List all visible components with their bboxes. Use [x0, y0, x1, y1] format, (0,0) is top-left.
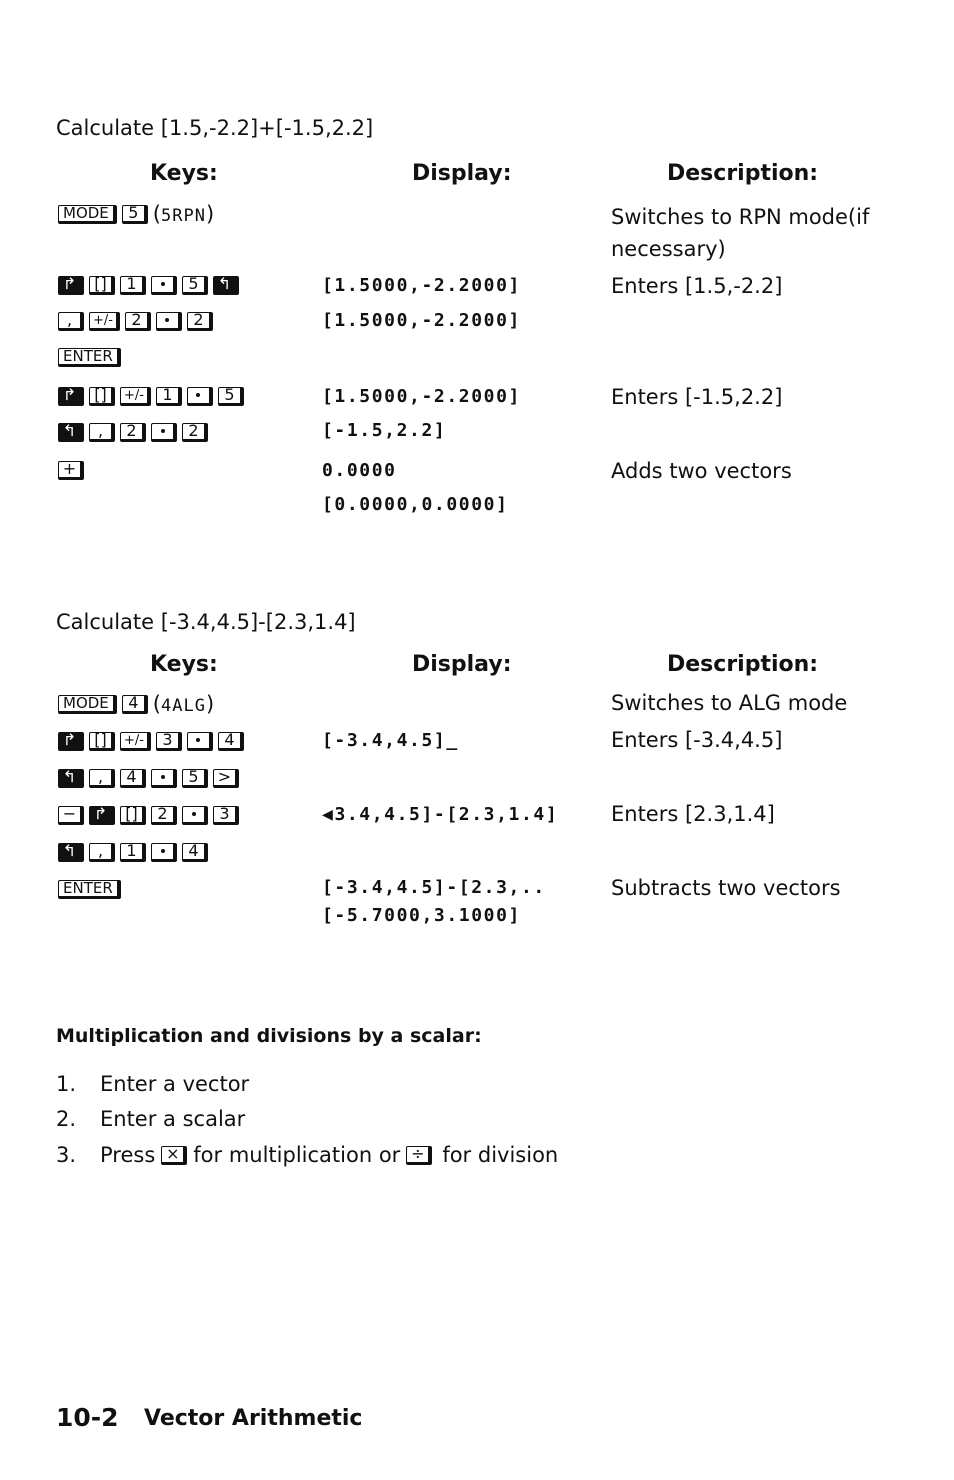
description-header: Description:: [667, 652, 819, 677]
key-sequence-row: [58, 420, 208, 444]
key-sequence-row: [58, 803, 239, 827]
decimal-point-key: [156, 312, 182, 331]
digit-key: 5: [182, 769, 208, 788]
keys-header: Keys:: [150, 652, 218, 677]
calculator-display: [1.5000,-2.2000]: [322, 310, 521, 331]
digit-key: 5: [218, 387, 244, 406]
comma-key: ,: [89, 769, 115, 788]
display-header: Display:: [412, 161, 512, 186]
chapter-title: Vector Arithmetic: [144, 1406, 363, 1431]
digit-key: 3: [213, 806, 239, 825]
mode-result: (5RPN): [152, 202, 215, 226]
calculator-display: ◀3.4,4.5]-[2.3,1.4]: [322, 804, 559, 825]
minus-key: −: [58, 806, 84, 825]
keys-header: Keys:: [150, 161, 218, 186]
comma-key: ,: [58, 312, 84, 331]
brackets-key: []: [89, 732, 115, 751]
digit-key: 2: [125, 312, 151, 331]
digit-key: 1: [156, 387, 182, 406]
key-sequence-row: [58, 840, 208, 864]
enter-key: ENTER: [58, 348, 121, 367]
key-sequence-row: [58, 766, 239, 790]
key-sequence-mode: [58, 692, 214, 716]
digit-key: 2: [151, 806, 177, 825]
key-sequence-row: [58, 309, 213, 333]
key-sequence-row: [58, 345, 121, 369]
calculator-display: [-5.7000,3.1000]: [322, 905, 521, 926]
calculator-display: [-3.4,4.5]-[2.3,..: [322, 877, 546, 898]
decimal-point-key: [187, 732, 213, 751]
digit-key: 3: [156, 732, 182, 751]
description-text: Enters [-1.5,2.2]: [611, 385, 783, 409]
page-number: 10-2: [56, 1403, 119, 1432]
key-sequence-row: [58, 877, 121, 901]
decimal-point-key: [151, 276, 177, 295]
brackets-key: []: [120, 806, 146, 825]
display-header: Display:: [412, 652, 512, 677]
description-text: Switches to ALG mode: [611, 691, 848, 715]
calculator-display: [1.5000,-2.2000]: [322, 275, 521, 296]
left-shift-key: ↰: [58, 423, 84, 442]
multiply-key: ×: [161, 1146, 187, 1165]
description-text: Enters [1.5,-2.2]: [611, 274, 783, 298]
brackets-key: []: [89, 276, 115, 295]
digit-key: 2: [187, 312, 213, 331]
divide-key: ÷: [406, 1146, 432, 1165]
mode-key: MODE: [58, 695, 117, 714]
right-shift-key: ↱: [58, 732, 84, 751]
key-sequence-row: [58, 458, 84, 482]
plus-minus-key: +/-: [120, 387, 151, 406]
calculator-display: [1.5000,-2.2000]: [322, 386, 521, 407]
description-text: Enters [-3.4,4.5]: [611, 728, 783, 752]
digit-key: 5: [122, 205, 148, 224]
decimal-point-key: [151, 769, 177, 788]
right-arrow-key: >: [213, 769, 239, 788]
mode-result: (4ALG): [152, 692, 215, 716]
plus-key: +: [58, 461, 84, 480]
list-item: 1. Enter a vector: [56, 1072, 250, 1096]
digit-key: 2: [182, 423, 208, 442]
list-item: 2. Enter a scalar: [56, 1107, 246, 1131]
calculator-display: [-3.4,4.5]_: [322, 730, 459, 751]
right-shift-key: ↱: [58, 276, 84, 295]
key-sequence-mode: [58, 202, 214, 226]
calculator-display: [-1.5,2.2]: [322, 420, 447, 441]
list-item: 3. Press × for multiplication or ÷ for division: [56, 1143, 559, 1167]
decimal-point-key: [182, 806, 208, 825]
section1-intro: Calculate [1.5,-2.2]+[-1.5,2.2]: [56, 116, 374, 140]
scroll-left-arrow-icon: ◀: [322, 804, 335, 825]
enter-key: ENTER: [58, 880, 121, 899]
plus-minus-key: +/-: [120, 732, 151, 751]
decimal-point-key: [187, 387, 213, 406]
calculator-display: [0.0000,0.0000]: [322, 494, 509, 515]
description-text: Adds two vectors: [611, 459, 792, 483]
brackets-key: []: [89, 387, 115, 406]
comma-key: ,: [89, 843, 115, 862]
calculator-display: 0.0000: [322, 460, 397, 481]
description-text: Enters [2.3,1.4]: [611, 802, 775, 826]
decimal-point-key: [151, 423, 177, 442]
section2-intro: Calculate [-3.4,4.5]-[2.3,1.4]: [56, 610, 356, 634]
digit-key: 4: [122, 695, 148, 714]
comma-key: ,: [89, 423, 115, 442]
section3-heading: Multiplication and divisions by a scalar:: [56, 1025, 482, 1047]
description-header: Description:: [667, 161, 819, 186]
digit-key: 1: [120, 843, 146, 862]
digit-key: 2: [120, 423, 146, 442]
digit-key: 4: [218, 732, 244, 751]
description-text: Switches to RPN mode(if necessary): [611, 205, 870, 261]
key-sequence-row: [58, 729, 244, 753]
digit-key: 1: [120, 276, 146, 295]
left-shift-key: ↰: [213, 276, 239, 295]
decimal-point-key: [151, 843, 177, 862]
digit-key: 5: [182, 276, 208, 295]
digit-key: 4: [120, 769, 146, 788]
digit-key: 4: [182, 843, 208, 862]
right-shift-key: ↱: [58, 387, 84, 406]
description-text: Subtracts two vectors: [611, 876, 841, 900]
key-sequence-row: [58, 273, 239, 297]
left-shift-key: ↰: [58, 843, 84, 862]
right-shift-key: ↱: [89, 806, 115, 825]
plus-minus-key: +/-: [89, 312, 120, 331]
mode-key: MODE: [58, 205, 117, 224]
key-sequence-row: [58, 384, 244, 408]
left-shift-key: ↰: [58, 769, 84, 788]
